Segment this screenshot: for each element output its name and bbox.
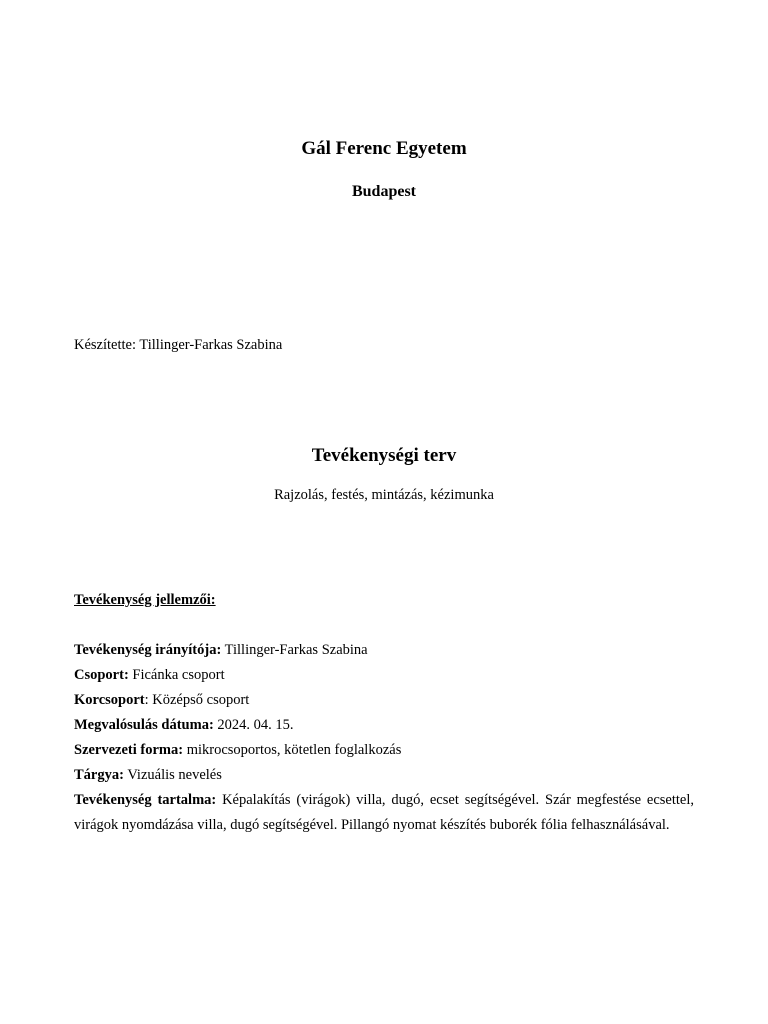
city-subtitle: Budapest bbox=[351, 183, 417, 200]
author-line bbox=[74, 337, 282, 354]
author-label: Készítette: bbox=[74, 337, 137, 353]
field-row bbox=[74, 692, 694, 717]
field-value: mikrocsoportos, kötetlen foglalkozás bbox=[186, 742, 402, 758]
field-value: 2024. 04. 15. bbox=[217, 717, 294, 733]
field-label: Megvalósulás dátuma: bbox=[74, 717, 214, 733]
field-value: Ficánka csoport bbox=[132, 667, 225, 683]
field-label: Korcsoport bbox=[74, 692, 145, 708]
field-row bbox=[74, 642, 694, 667]
content-label: Tevékenység tartalma: bbox=[74, 792, 217, 808]
plan-subtitle: Rajzolás, festés, mintázás, kézimunka bbox=[274, 487, 494, 503]
section-heading: Tevékenység jellemzői: bbox=[74, 592, 216, 608]
field-row bbox=[74, 667, 694, 692]
field-label: Csoport: bbox=[74, 667, 129, 683]
field-value: : Középső csoport bbox=[144, 692, 250, 708]
field-row bbox=[74, 742, 694, 767]
field-label: Tárgya: bbox=[74, 767, 124, 783]
content-text: Képalakítás (virágok) villa, dugó, ecset segítségével. Szár megfestése ecsettel, virágok nyomdázása villa, dugó segítségével. Pillangó nyomat készítés buborék fólia felhasználásával. bbox=[74, 792, 694, 833]
field-value: Tillinger-Farkas Szabina bbox=[224, 642, 368, 658]
university-title: Gál Ferenc Egyetem bbox=[301, 138, 467, 159]
field-row bbox=[74, 717, 694, 742]
field-value: Vizuális nevelés bbox=[127, 767, 222, 783]
details-list bbox=[74, 642, 694, 838]
author-name: Tillinger-Farkas Szabina bbox=[139, 337, 283, 353]
plan-title: Tevékenységi terv bbox=[311, 445, 457, 466]
content-paragraph bbox=[74, 788, 694, 838]
field-label: Tevékenység irányítója: bbox=[74, 642, 222, 658]
field-label: Szervezeti forma: bbox=[74, 742, 184, 758]
